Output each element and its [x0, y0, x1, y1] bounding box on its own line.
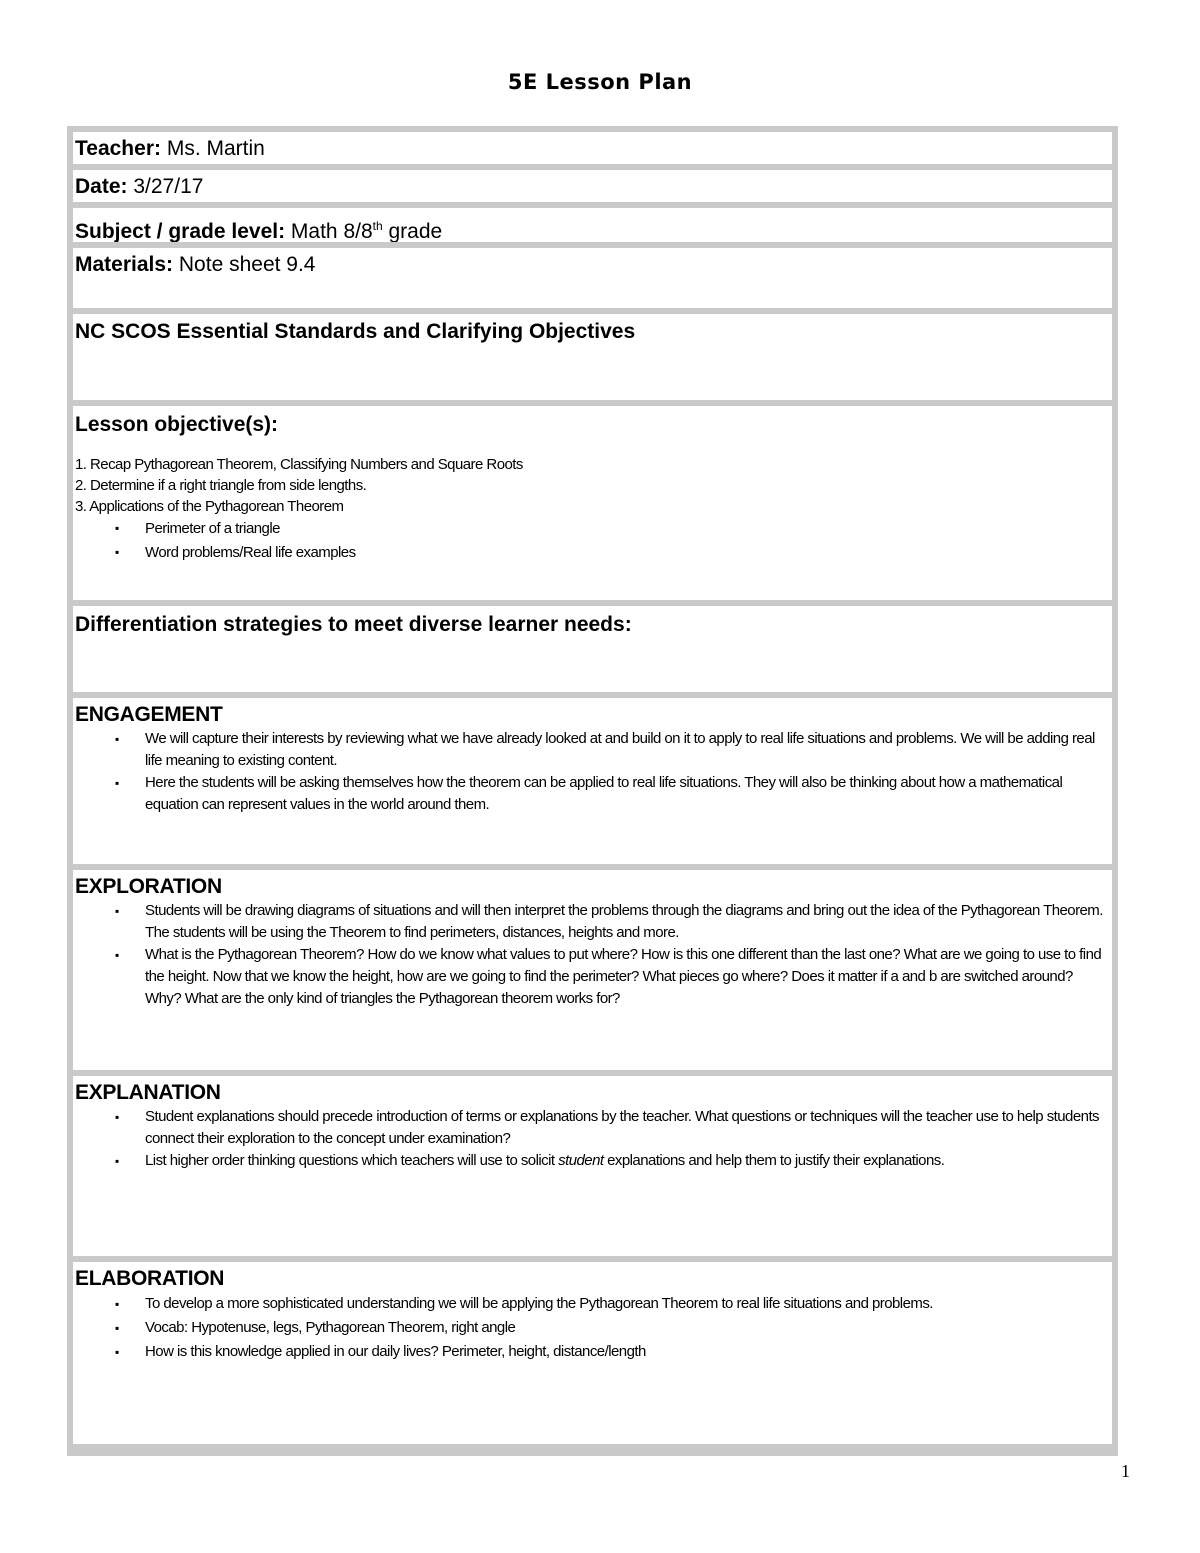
subitem: ▪ Word problems/Real life examples [145, 540, 1106, 565]
objective-item: 2. Determine if a right triangle from side lengths. [75, 477, 367, 494]
exploration-list [75, 900, 1106, 1010]
teacher-field [75, 132, 1106, 164]
date-field [75, 170, 1106, 202]
objective-subitems [75, 517, 1106, 565]
engagement-heading: ENGAGEMENT [75, 703, 223, 726]
standards-heading: NC SCOS Essential Standards and Clarifying Objectives [75, 320, 636, 343]
engagement-row [73, 698, 1112, 864]
page-number: 1 [1121, 1461, 1130, 1481]
objectives-list [75, 454, 1106, 517]
subitem: ▪ Perimeter of a triangle [145, 517, 1106, 540]
elaboration-list [75, 1292, 1106, 1364]
objectives-row [73, 406, 1112, 600]
teacher-value: Ms. Martin [166, 137, 265, 160]
materials-value: Note sheet 9.4 [178, 253, 316, 276]
elaboration-row [73, 1262, 1112, 1444]
page-title: 5E Lesson Plan [507, 70, 693, 94]
exploration-row [73, 870, 1112, 1070]
objectives-heading: Lesson objective(s): [75, 413, 279, 436]
exploration-heading: EXPLORATION [75, 875, 222, 898]
differentiation-heading: Differentiation strategies to meet diverse learner needs: [75, 613, 632, 636]
teacher-row [73, 132, 1112, 164]
exploration-item: ▪ Students will be drawing diagrams of situations and will then interpret the problems through the diagrams and bring out the idea of the Pythagorean Theorem. The students will be using the Theorem to find perimeters, distances, heights and more. [145, 900, 1106, 944]
elaboration-item: ▪ How is this knowledge applied in our daily lives? Perimeter, height, distance/length [145, 1340, 1106, 1364]
date-value: 3/27/17 [133, 175, 204, 198]
explanation-row [73, 1076, 1112, 1256]
materials-label: Materials: [75, 253, 174, 276]
elaboration-item: ▪ To develop a more sophisticated understanding we will be applying the Pythagorean Theorem to real life situations and problems. [145, 1292, 1106, 1316]
teacher-label: Teacher: [75, 137, 161, 160]
subject-value: Math 8/8th grade [290, 219, 443, 242]
exploration-item: ▪ What is the Pythagorean Theorem? How do we know what values to put where? How is this one different than the last one? What are we going to use to find the height. Now that we know the height, how are we going to find the perimeter? What pieces go where? Does it matter if a and b are switched around? Why? What are the only kind of triangles the Pythagorean theorem works for? [145, 944, 1106, 1010]
objective-item: 3. Applications of the Pythagorean Theorem [75, 498, 344, 515]
subject-label: Subject / grade level: [75, 220, 286, 242]
subject-field [75, 208, 1106, 242]
standards-row [73, 314, 1112, 400]
date-label: Date: [75, 175, 128, 198]
explanation-item: ▪ Student explanations should precede introduction of terms or explanations by the teacher. What questions or techniques will the teacher use to help students connect their exploration to the concept under examination? [145, 1106, 1106, 1150]
materials-field [75, 248, 1106, 282]
differentiation-row [73, 606, 1112, 692]
materials-row [73, 248, 1112, 308]
engagement-item: ▪ Here the students will be asking themselves how the theorem can be applied to real life situations. They will also be thinking about how a mathematical equation can represent values in the world around them. [145, 772, 1106, 816]
engagement-list [75, 728, 1106, 816]
lesson-plan-table [67, 126, 1118, 1456]
objective-item: 1. Recap Pythagorean Theorem, Classifying Numbers and Square Roots [75, 456, 523, 473]
explanation-item: ▪ List higher order thinking questions which teachers will use to solicit student explanations and help them to justify their explanations. [145, 1150, 1106, 1172]
elaboration-heading: ELABORATION [75, 1267, 225, 1290]
elaboration-item: ▪ Vocab: Hypotenuse, legs, Pythagorean Theorem, right angle [145, 1316, 1106, 1340]
date-row [73, 170, 1112, 202]
subject-row [73, 208, 1112, 242]
explanation-list [75, 1106, 1106, 1172]
explanation-heading: EXPLANATION [75, 1081, 221, 1104]
engagement-item: ▪ We will capture their interests by reviewing what we have already looked at and build on it to apply to real life situations and problems. We will be adding real life meaning to existing content. [145, 728, 1106, 772]
